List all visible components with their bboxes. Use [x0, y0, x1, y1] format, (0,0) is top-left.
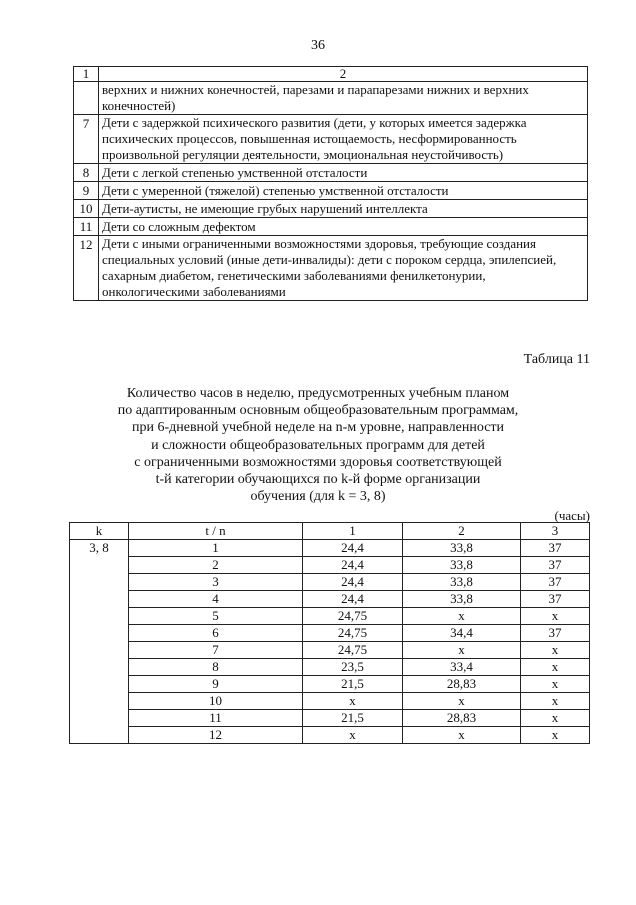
level-2-cell: 28,83 — [403, 676, 521, 693]
t-cell: 5 — [129, 608, 303, 625]
level-3-cell: 37 — [521, 557, 590, 574]
level-3-cell: 37 — [521, 540, 590, 557]
category-number: 12 — [74, 236, 99, 301]
category-description: Дети с задержкой психического развития (дети, у которых имеется задержка психических процессов, повышенная истощаемость, несформированность произвольной регуляции деятельности, эмоциональная неустойчивость) — [99, 115, 588, 164]
caption-line: и сложности общеобразовательных программ для детей — [151, 437, 485, 453]
hours-table — [69, 522, 590, 744]
level-2-cell: x — [403, 727, 521, 744]
hours-row — [70, 608, 590, 625]
level-1-cell: 21,5 — [303, 676, 403, 693]
level-2-cell: 33,8 — [403, 540, 521, 557]
header-k: k — [70, 523, 129, 540]
level-1-cell: 24,4 — [303, 540, 403, 557]
caption-line: Количество часов в неделю, предусмотренных учебным планом — [126, 386, 510, 401]
category-row — [74, 182, 588, 200]
categories-table — [73, 66, 588, 301]
level-1-cell: 24,4 — [303, 591, 403, 608]
category-description: Дети с легкой степенью умственной отсталости — [99, 164, 588, 182]
level-2-cell: x — [403, 642, 521, 659]
category-number: 9 — [74, 182, 99, 200]
categories-header-row — [74, 67, 588, 82]
level-1-cell: 24,75 — [303, 625, 403, 642]
caption-line: при 6-дневной учебной неделе на n-м уровне, направленности — [131, 420, 505, 436]
t-cell: 3 — [129, 574, 303, 591]
level-2-cell: x — [403, 608, 521, 625]
hours-row — [70, 727, 590, 744]
t-cell: 6 — [129, 625, 303, 642]
unit-label: (часы) — [554, 508, 590, 523]
header-level-3: 3 — [521, 523, 590, 540]
level-3-cell: 37 — [521, 591, 590, 608]
hours-row — [70, 574, 590, 591]
level-3-cell: x — [521, 676, 590, 693]
level-2-cell: x — [403, 693, 521, 710]
header-level-1: 1 — [303, 523, 403, 540]
t-cell: 9 — [129, 676, 303, 693]
category-row — [74, 236, 588, 301]
t-cell: 10 — [129, 693, 303, 710]
hours-row — [70, 625, 590, 642]
category-row — [74, 200, 588, 218]
header-cell-description: 2 — [99, 67, 588, 82]
category-description: Дети со сложным дефектом — [99, 218, 588, 236]
caption-line: t-й категории обучающихся по k-й форме организации — [155, 472, 481, 488]
continuation-number-cell — [74, 82, 99, 115]
category-number: 8 — [74, 164, 99, 182]
level-3-cell: 37 — [521, 625, 590, 642]
hours-row — [70, 540, 590, 557]
header-t-n: t / n — [129, 523, 303, 540]
k-value-cell: 3, 8 — [70, 540, 129, 744]
t-cell: 12 — [129, 727, 303, 744]
t-cell: 4 — [129, 591, 303, 608]
header-cell-number: 1 — [74, 67, 99, 82]
caption-line: с ограниченными возможностями здоровья соответствующей — [134, 454, 502, 470]
level-3-cell: 37 — [521, 574, 590, 591]
level-1-cell: 21,5 — [303, 710, 403, 727]
category-description: Дети с умеренной (тяжелой) степенью умственной отсталости — [99, 182, 588, 200]
level-2-cell: 33,8 — [403, 557, 521, 574]
t-cell: 8 — [129, 659, 303, 676]
hours-row — [70, 710, 590, 727]
table-caption — [0, 385, 636, 505]
category-description: Дети с иными ограниченными возможностями здоровья, требующие создания специальных условий (иные дети-инвалиды): дети с пороком сердца, эпилепсией, сахарным диабетом, генетическими заболеваниями фенилкетонурии, онкологическими заболеваниями — [99, 236, 588, 301]
category-description: Дети-аутисты, не имеющие грубых нарушений интеллекта — [99, 200, 588, 218]
level-2-cell: 33,8 — [403, 574, 521, 591]
level-3-cell: x — [521, 693, 590, 710]
category-row — [74, 115, 588, 164]
level-3-cell: x — [521, 642, 590, 659]
t-cell: 7 — [129, 642, 303, 659]
category-number: 11 — [74, 218, 99, 236]
t-cell: 2 — [129, 557, 303, 574]
hours-row — [70, 676, 590, 693]
category-row — [74, 218, 588, 236]
categories-continuation-row — [74, 82, 588, 115]
t-cell: 1 — [129, 540, 303, 557]
level-3-cell: x — [521, 659, 590, 676]
caption-line: по адаптированным основным общеобразовательным программам, — [117, 403, 519, 419]
page-number: 36 — [311, 38, 325, 53]
category-number: 10 — [74, 200, 99, 218]
level-1-cell: x — [303, 727, 403, 744]
hours-row — [70, 557, 590, 574]
level-1-cell: x — [303, 693, 403, 710]
continuation-text: верхних и нижних конечностей, парезами и парапарезами нижних и верхних конечностей) — [99, 82, 588, 115]
level-3-cell: x — [521, 710, 590, 727]
hours-row — [70, 659, 590, 676]
caption-line: обучения (для k = 3, 8) — [250, 489, 386, 505]
level-2-cell: 34,4 — [403, 625, 521, 642]
level-3-cell: x — [521, 727, 590, 744]
hours-row — [70, 591, 590, 608]
hours-row — [70, 693, 590, 710]
header-level-2: 2 — [403, 523, 521, 540]
hours-row — [70, 642, 590, 659]
level-2-cell: 33,4 — [403, 659, 521, 676]
category-row — [74, 164, 588, 182]
level-3-cell: x — [521, 608, 590, 625]
category-number: 7 — [74, 115, 99, 164]
table-label: Таблица 11 — [523, 352, 590, 367]
level-2-cell: 28,83 — [403, 710, 521, 727]
level-1-cell: 24,4 — [303, 557, 403, 574]
level-1-cell: 24,75 — [303, 608, 403, 625]
level-2-cell: 33,8 — [403, 591, 521, 608]
level-1-cell: 24,4 — [303, 574, 403, 591]
t-cell: 11 — [129, 710, 303, 727]
hours-header-row — [70, 523, 590, 540]
level-1-cell: 24,75 — [303, 642, 403, 659]
level-1-cell: 23,5 — [303, 659, 403, 676]
